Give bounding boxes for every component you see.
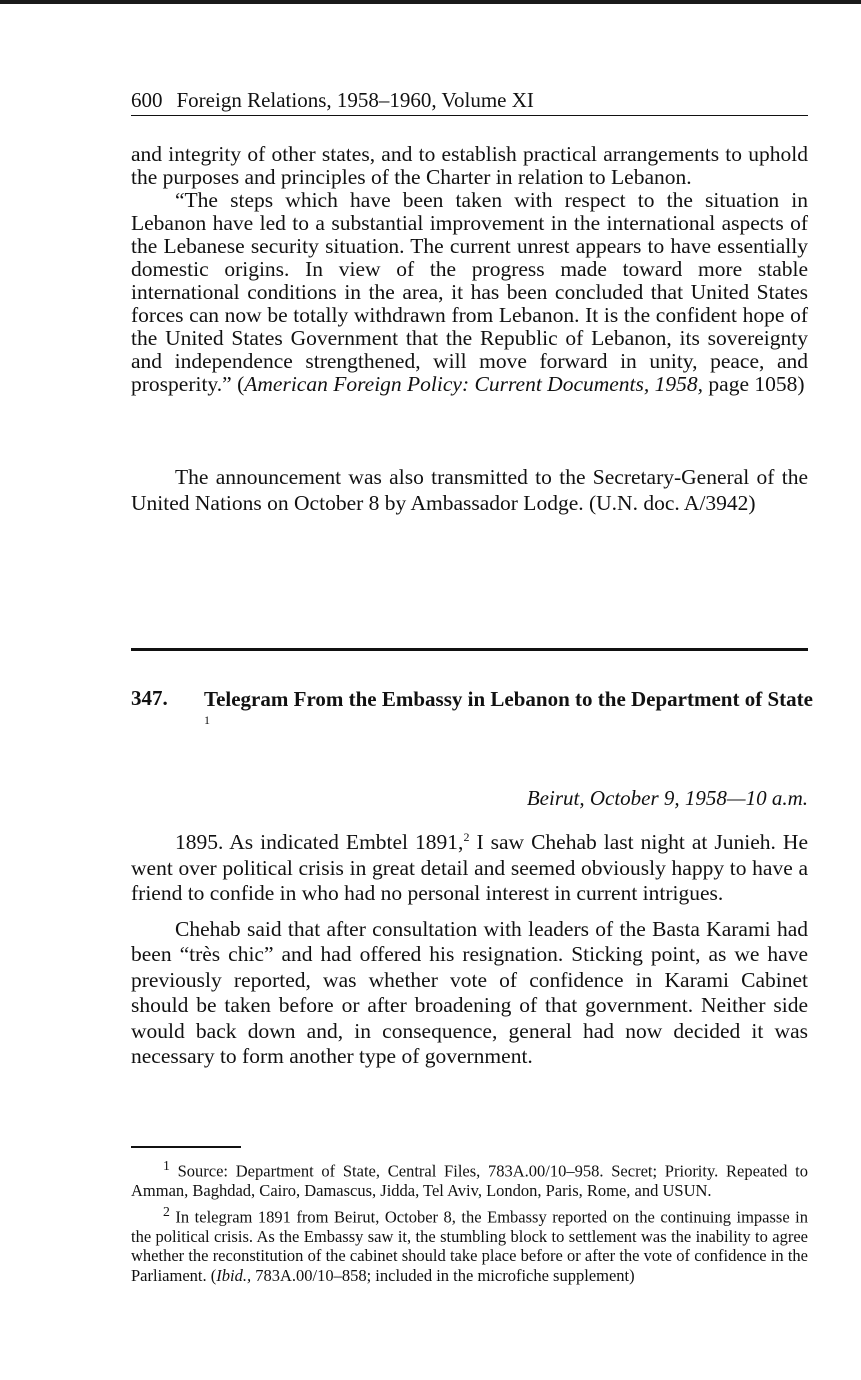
footnote-ref-1[interactable]: 1 xyxy=(204,713,210,727)
dateline: Beirut, October 9, 1958—10 a.m. xyxy=(526,786,808,810)
footnote-1: $^1$ Source: Department of State, Central Files, 783A.00/10–958. Secret; Priority. Repeated to Amman, Baghdad, Cairo, Damascus, Jidda, Tel Aviv, London, Paris, Rome, and USUN. xyxy=(131,1158,808,1200)
transmission-paragraph: The announcement was also transmitted to the Secretary-General of the United Nations on October 8 by Ambassador Lodge. (U.N. doc. A/3942) xyxy=(131,465,808,515)
quoted-announcement xyxy=(131,189,808,396)
citation: (American Foreign Policy: Current Documents, 1958, page 1058) xyxy=(237,372,805,396)
page-number: 600 xyxy=(131,88,163,112)
running-header xyxy=(131,88,808,116)
document-title: Telegram From the Embassy in Lebanon to the Department of State $^1$ xyxy=(204,687,813,727)
footnote-ref-2[interactable]: 2 xyxy=(463,829,470,844)
section-divider xyxy=(131,648,808,651)
footnote-rule xyxy=(131,1146,241,1148)
telegram-paragraph-1: 1895. As indicated Embtel 1891,$^2$ I saw Chehab last night at Junieh. He went over political crisis in great detail and seemed obviously happy to have a friend to confide in who had no personal interest in current intrigues. xyxy=(131,829,809,905)
document-number: 347. xyxy=(131,686,168,710)
top-edge-rule xyxy=(0,0,861,4)
ibid: Ibid., xyxy=(216,1265,252,1285)
citation-title: American Foreign Policy: Current Documents, 1958, xyxy=(244,372,704,396)
footnote-1-marker: 1 xyxy=(163,1158,170,1173)
volume-title: Foreign Relations, 1958–1960, Volume XI xyxy=(176,88,534,112)
transmission-note xyxy=(131,464,808,516)
continued-text xyxy=(131,143,808,396)
continued-paragraph: and integrity of other states, and to establish practical arrangements to uphold the purposes and principles of the Charter in relation to Lebanon. xyxy=(131,142,808,189)
telegram-paragraph-2: Chehab said that after consultation with leaders of the Basta Karami had been “très chic” and had offered his resignation. Sticking point, as we have previously reported, was whether vote of confidence in Karami Cabinet should be taken before or after broadening of that government. Neither side would back down and, in consequence, general had now decided it was necessary to form another type of government. xyxy=(131,916,808,1068)
footnote-2-marker: 2 xyxy=(163,1203,170,1219)
footnote-2: $^2$ In telegram 1891 from Beirut, October 8, the Embassy reported on the continuing impasse in the political crisis. As the Embassy saw it, the stumbling block to settlement was the inability to agree whether the reconstitution of the cabinet should take place before or after the vote of confidence in the Parliament. (Ibid., 783A.00/10–858; included in the microfiche supplement) xyxy=(131,1203,808,1285)
quote-text: “The steps which have been taken with respect to the situation in Lebanon have led to a substantial improvement in the international aspects of the Lebanese security situation. The current unrest appears to have essentially domestic origins. In view of the progress made toward more stable international conditions in the area, it has been concluded that United States forces can now be totally withdrawn from Lebanon. It is the confident hope of the United States Government that the Republic of Lebanon, its sovereignty and independence strengthened, will move forward in unity, peace, and prosperity.” xyxy=(131,188,808,396)
telegram-body xyxy=(131,830,808,1070)
footnotes xyxy=(131,1156,808,1286)
